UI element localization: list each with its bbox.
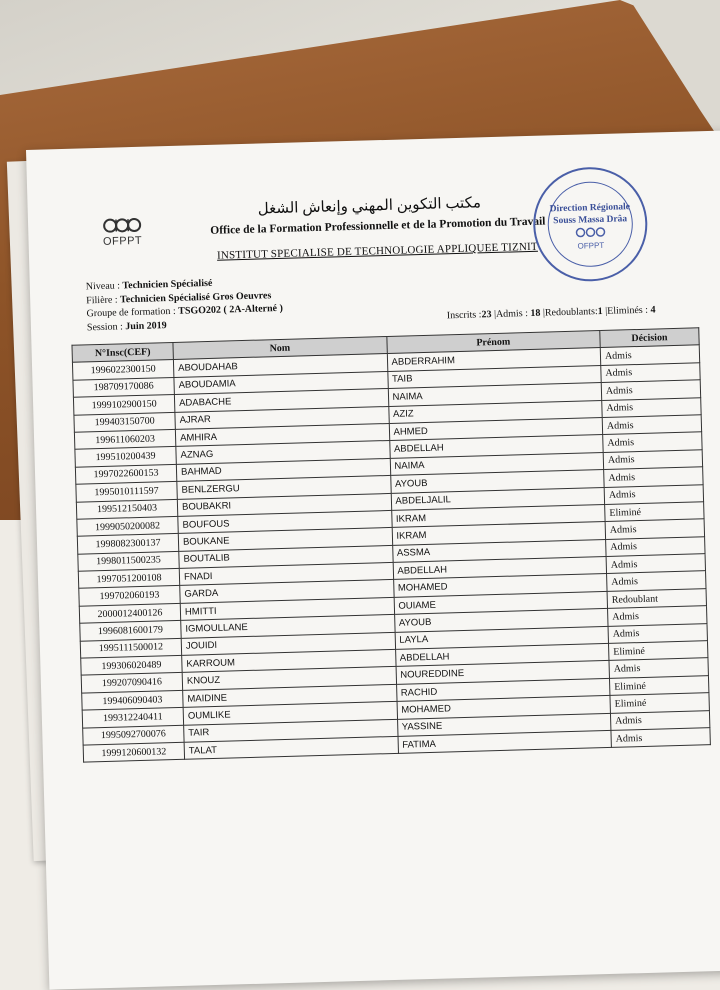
cell-nom: GARDA xyxy=(180,580,394,603)
cell-decision: Eliminé xyxy=(605,502,704,522)
cell-prenom: NAIMA xyxy=(388,383,602,406)
groupe-label: Groupe de formation : xyxy=(86,305,179,320)
cell-number: 199611060203 xyxy=(74,429,175,449)
cell-prenom: IKRAM xyxy=(392,522,606,545)
cell-decision: Admis xyxy=(607,571,706,591)
cell-decision: Admis xyxy=(604,484,703,504)
cell-prenom: ABDELLAH xyxy=(393,557,607,580)
arabic-title: مكتب التكوين المهني وإنعاش الشغل xyxy=(257,195,482,218)
cell-number: 1997051200108 xyxy=(78,568,179,588)
cell-prenom: OUIAME xyxy=(394,591,608,614)
cell-number: 1998011500235 xyxy=(78,551,179,571)
column-header-decision: Décision xyxy=(600,328,699,348)
cell-decision: Admis xyxy=(606,554,705,574)
cell-number: 199512150403 xyxy=(76,499,177,519)
cell-nom: ADABACHE xyxy=(174,389,388,412)
cell-nom: KARROUM xyxy=(182,649,396,672)
cell-nom: BENLZERGU xyxy=(177,476,391,499)
cell-prenom: FATIMA xyxy=(398,730,612,753)
cell-prenom: YASSINE xyxy=(397,713,611,736)
cell-nom: FNADI xyxy=(179,563,393,586)
cell-prenom: ABDELJALIL xyxy=(391,487,605,510)
filiere-value: Technicien Spécialisé Gros Oeuvres xyxy=(119,289,272,305)
cell-number: 1996022300150 xyxy=(72,360,173,380)
stats-summary xyxy=(447,304,656,321)
cell-decision: Eliminé xyxy=(609,675,708,695)
cell-prenom: IKRAM xyxy=(391,504,605,527)
cell-number: 1995111500012 xyxy=(80,638,181,658)
stamp-logo-text: OFPPT xyxy=(577,240,605,251)
cell-nom: ABOUDAHAB xyxy=(173,354,387,377)
stamp-line1: Direction Régionale xyxy=(549,202,631,215)
cell-prenom: ABDELLAH xyxy=(389,435,603,458)
cell-decision: Admis xyxy=(605,519,704,539)
cell-prenom: ABDELLAH xyxy=(395,643,609,666)
cell-nom: AJRAR xyxy=(175,406,389,429)
cell-number: 1999050200082 xyxy=(77,516,178,536)
cell-decision: Admis xyxy=(609,658,708,678)
cell-decision: Admis xyxy=(601,380,700,400)
niveau-label: Niveau : xyxy=(85,280,123,293)
cell-decision: Admis xyxy=(602,397,701,417)
cell-number: 198709170086 xyxy=(73,377,174,397)
cell-decision: Admis xyxy=(608,606,707,626)
admis-value: 18 xyxy=(530,307,541,319)
cell-nom: BAHMAD xyxy=(176,458,390,481)
cell-prenom: NOUREDDINE xyxy=(396,661,610,684)
cell-decision: Eliminé xyxy=(610,693,709,713)
cell-nom: BOUTALIB xyxy=(179,545,393,568)
cell-number: 199510200439 xyxy=(75,447,176,467)
cell-number: 199403150700 xyxy=(74,412,175,432)
groupe-value: TSGO202 ( 2A-Alterné ) xyxy=(178,302,284,317)
cell-nom: BOUFOUS xyxy=(178,510,392,533)
column-header-prenom: Prénom xyxy=(386,331,600,354)
cell-prenom: NAIMA xyxy=(390,452,604,475)
cell-number: 1999102900150 xyxy=(73,395,174,415)
cell-prenom: ASSMA xyxy=(392,539,606,562)
cell-nom: JOUIDI xyxy=(181,632,395,655)
cell-number: 1997022600153 xyxy=(75,464,176,484)
niveau-value: Technicien Spécialisé xyxy=(122,277,213,292)
column-header-number: N°Insc(CEF) xyxy=(72,342,173,362)
logo-text: OFPPT xyxy=(102,234,143,248)
elimines-value: 4 xyxy=(650,304,656,316)
cell-prenom: LAYLA xyxy=(395,626,609,649)
cell-prenom: TAIB xyxy=(387,365,601,388)
cell-nom: AMHIRA xyxy=(175,423,389,446)
cell-decision: Admis xyxy=(610,710,709,730)
inscrits-label: Inscrits : xyxy=(446,309,482,322)
cell-number: 199406090403 xyxy=(82,690,183,710)
cell-nom: IGMOULLANE xyxy=(181,615,395,638)
admis-label: |Admis : xyxy=(491,307,531,321)
cell-decision: Eliminé xyxy=(609,641,708,661)
inscrits-value: 23 xyxy=(481,309,492,321)
cell-prenom: AYOUB xyxy=(390,470,604,493)
cell-number: 1999120600132 xyxy=(83,742,184,762)
cell-prenom: MOHAMED xyxy=(397,696,611,719)
cell-nom: HMITTI xyxy=(180,597,394,620)
redoublants-value: 1 xyxy=(597,305,603,318)
cell-decision: Admis xyxy=(606,536,705,556)
column-header-nom: Nom xyxy=(173,337,387,360)
cell-prenom: ABDERRAHIM xyxy=(387,348,601,371)
cell-prenom: AHMED xyxy=(389,417,603,440)
cell-number: 1995092700076 xyxy=(83,725,184,745)
cell-number: 199702060193 xyxy=(79,586,180,606)
elimines-label: |Eliminés : xyxy=(602,304,651,317)
cell-nom: TALAT xyxy=(184,736,398,759)
session-value: Juin 2019 xyxy=(125,319,167,332)
cell-decision: Admis xyxy=(600,345,699,365)
cell-number: 1996081600179 xyxy=(80,621,181,641)
official-stamp xyxy=(529,163,652,286)
cell-decision: Admis xyxy=(603,432,702,452)
cell-number: 199306020489 xyxy=(81,655,182,675)
cell-number: 199207090416 xyxy=(81,673,182,693)
cell-decision: Admis xyxy=(611,728,710,748)
ofppt-logo-icon xyxy=(102,217,142,234)
cell-nom: KNOUZ xyxy=(182,667,396,690)
session-label: Session : xyxy=(86,320,126,333)
cell-nom: OUMLIKE xyxy=(183,702,397,725)
cell-decision: Admis xyxy=(608,623,707,643)
cell-decision: Admis xyxy=(602,415,701,435)
cell-nom: MAIDINE xyxy=(183,684,397,707)
cell-prenom: AZIZ xyxy=(388,400,602,423)
cell-nom: ABOUDAMIA xyxy=(174,371,388,394)
ofppt-logo xyxy=(92,217,153,249)
cell-number: 1998082300137 xyxy=(77,534,178,554)
cell-nom: BOUBAKRI xyxy=(177,493,391,516)
cell-prenom: AYOUB xyxy=(394,609,608,632)
cell-number: 199312240411 xyxy=(82,708,183,728)
redoublants-label: |Redoublants: xyxy=(540,306,598,319)
results-table xyxy=(71,327,710,763)
cell-decision: Admis xyxy=(603,449,702,469)
cell-number: 2000012400126 xyxy=(79,603,180,623)
cell-nom: AZNAG xyxy=(176,441,390,464)
stamp-line2: Souss Massa Drâa xyxy=(553,214,628,227)
filiere-label: Filière : xyxy=(86,293,121,306)
office-title: Office de la Formation Professionnelle et de la Promotion du Travail xyxy=(210,215,546,237)
cell-decision: Redoublant xyxy=(607,589,706,609)
results-sheet xyxy=(26,130,720,989)
cell-nom: TAIR xyxy=(184,719,398,742)
cell-prenom: MOHAMED xyxy=(393,574,607,597)
cell-number: 1995010111597 xyxy=(76,482,177,502)
cell-decision: Admis xyxy=(604,467,703,487)
cell-prenom: RACHID xyxy=(396,678,610,701)
cell-nom: BOUKANE xyxy=(178,528,392,551)
course-info xyxy=(86,275,284,334)
institute-title: INSTITUT SPECIALISE DE TECHNOLOGIE APPLIQUEE TIZNIT xyxy=(216,240,539,262)
cell-decision: Admis xyxy=(601,363,700,383)
